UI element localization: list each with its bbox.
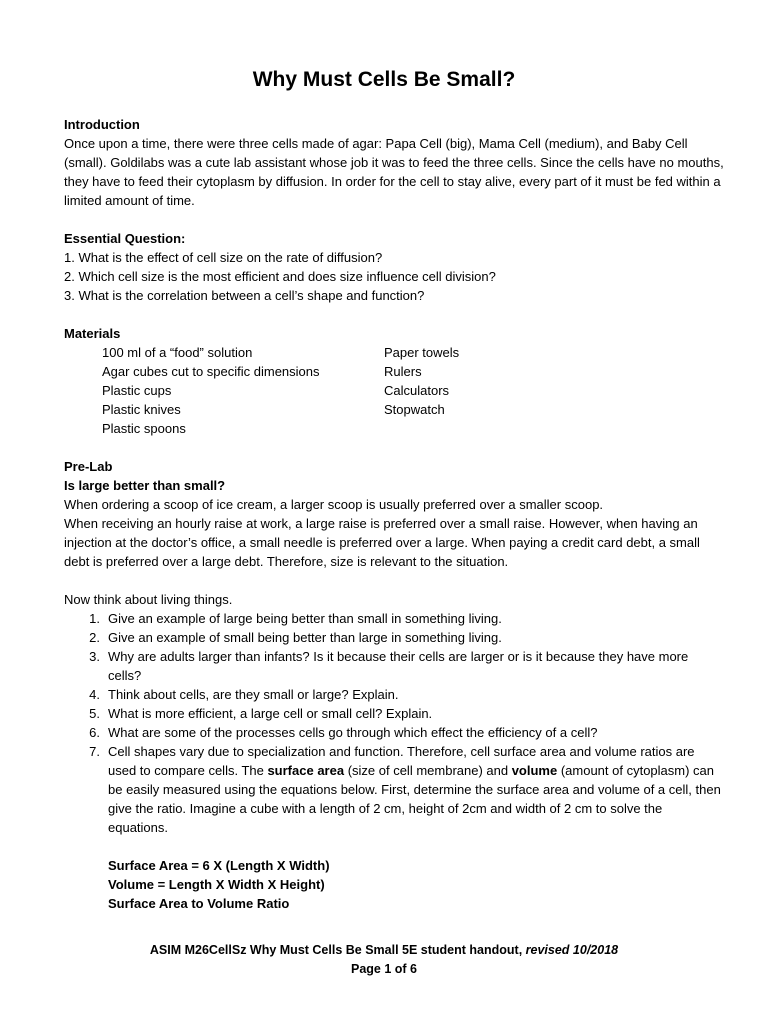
material-item: Plastic spoons <box>102 421 186 436</box>
page-title: Why Must Cells Be Small? <box>252 68 516 91</box>
footer-text: ASIM M26CellSz Why Must Cells Be Small 5E student handout, <box>149 943 526 957</box>
term-volume: volume <box>511 763 558 778</box>
material-item: Agar cubes cut to specific dimensions <box>102 364 320 379</box>
question-text: What is more efficient, a large cell or small cell? Explain. <box>108 706 433 721</box>
page-number: Page 1 of 6 <box>351 962 417 976</box>
material-item: Paper towels <box>384 345 460 360</box>
page-footer <box>0 941 768 979</box>
material-item: Plastic knives <box>102 402 181 417</box>
question-text <box>108 742 724 837</box>
question-text: Think about cells, are they small or large? Explain. <box>108 687 399 702</box>
prelab-question <box>64 704 724 723</box>
essential-question-item: 2. Which cell size is the most efficient and does size influence cell division? <box>64 269 496 284</box>
question-number: 1. <box>89 611 100 626</box>
prelab-intro: Now think about living things. <box>64 592 233 607</box>
introduction-heading: Introduction <box>64 117 140 132</box>
essential-question-list <box>64 248 724 305</box>
prelab-question <box>64 685 724 704</box>
document-body <box>64 115 724 913</box>
materials-list <box>64 343 724 438</box>
question-number: 3. <box>89 649 100 664</box>
essential-question-heading: Essential Question: <box>64 231 186 246</box>
question-text: Give an example of small being better than large in something living. <box>108 630 502 645</box>
prelab-question <box>64 628 724 647</box>
prelab-question <box>64 723 724 742</box>
term-surface-area: surface area <box>267 763 345 778</box>
equation-surface-area: Surface Area = 6 X (Length X Width) <box>108 858 330 873</box>
prelab-paragraph-2: When receiving an hourly raise at work, a large raise is preferred over a small raise. However, when having an injection at the doctor’s office, a small needle is preferred over a large. When paying a credit card debt, a small debt is preferred over a large debt. Therefore, size is relevant to the situation. <box>64 516 700 569</box>
prelab-heading: Pre-Lab <box>64 459 113 474</box>
question-number: 6. <box>89 725 100 740</box>
essential-question-item: 1. What is the effect of cell size on the rate of diffusion? <box>64 250 383 265</box>
footer-revised: revised 10/2018 <box>525 943 619 957</box>
material-item: 100 ml of a “food” solution <box>102 345 253 360</box>
question-number: 7. <box>89 744 100 759</box>
materials-column-2 <box>384 343 684 438</box>
question-text: What are some of the processes cells go through which effect the efficiency of a cell? <box>108 725 598 740</box>
material-item: Rulers <box>384 364 422 379</box>
prelab-question <box>64 742 724 837</box>
question-number: 4. <box>89 687 100 702</box>
footer-title <box>0 941 768 960</box>
question-text-part: (amount of cytoplasm) can be easily measured using the equations below. First, determine the surface area and volume of a cell, then give the ratio. Imagine a cube with a length of 2 cm, height of 2cm and width of 2 cm to solve the equations. <box>108 763 721 835</box>
question-text: Give an example of large being better than small in something living. <box>108 611 502 626</box>
prelab-question <box>64 609 724 628</box>
question-text: Why are adults larger than infants? Is it because their cells are larger or is it because they have more cells? <box>108 649 689 683</box>
materials-heading: Materials <box>64 326 121 341</box>
question-number: 5. <box>89 706 100 721</box>
introduction-text: Once upon a time, there were three cells made of agar: Papa Cell (big), Mama Cell (medium), and Baby Cell (small). Goldilabs was a cute lab assistant whose job it was to feed the three cells. Since the cells have no mouths, they have to feed their cytoplasm by diffusion. In order for the cell to stay alive, every part of it must be fed within a limited amount of time. <box>64 136 724 208</box>
question-number: 2. <box>89 630 100 645</box>
prelab-paragraph-1: When ordering a scoop of ice cream, a larger scoop is usually preferred over a smaller scoop. <box>64 497 604 512</box>
material-item: Stopwatch <box>384 402 445 417</box>
equations <box>64 856 724 913</box>
material-item: Plastic cups <box>102 383 172 398</box>
equation-volume: Volume = Length X Width X Height) <box>108 877 325 892</box>
prelab-subheading: Is large better than small? <box>64 478 226 493</box>
question-text-part: Cell shapes vary due to specialization and function. Therefore, cell surface area and volume ratios are used to compare cells. The <box>108 744 695 778</box>
prelab-question <box>64 647 724 685</box>
material-item: Calculators <box>384 383 450 398</box>
equation-ratio: Surface Area to Volume Ratio <box>108 896 290 911</box>
materials-column-1 <box>102 343 384 438</box>
essential-question-item: 3. What is the correlation between a cell’s shape and function? <box>64 288 425 303</box>
prelab-question-list <box>64 609 724 837</box>
question-text-part: (size of cell membrane) and <box>344 763 512 778</box>
